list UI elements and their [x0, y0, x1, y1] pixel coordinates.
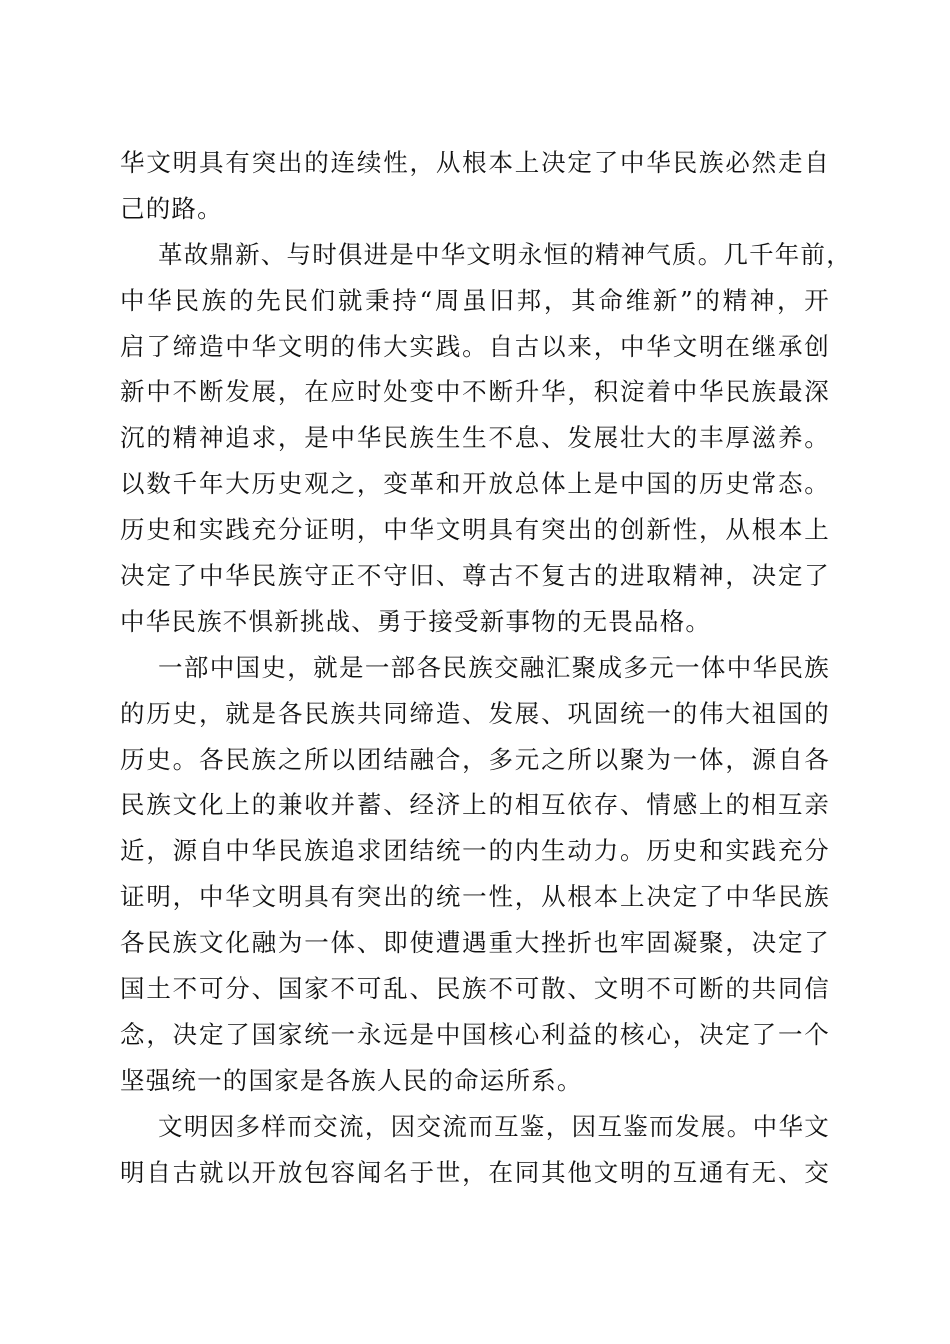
text-line: 革故鼎新、与时俱进是中华文明永恒的精神气质。几千年前， — [158, 239, 852, 269]
text-line: 以数千年大历史观之，变革和开放总体上是中国的历史常态。 — [120, 469, 830, 499]
text-line: 华文明具有突出的连续性，从根本上决定了中华民族必然走自 — [120, 148, 830, 177]
text-line: 的历史，就是各民族共同缔造、发展、巩固统一的伟大祖国的 — [120, 698, 830, 728]
paragraph — [120, 1104, 830, 1196]
text-line: 念，决定了国家统一永远是中国核心利益的核心，决定了一个 — [120, 1019, 830, 1049]
paragraph — [120, 645, 830, 1104]
text-line: 己的路。 — [120, 193, 223, 223]
document-body — [120, 140, 852, 1195]
text-line: 各民族文化融为一体、即使遭遇重大挫折也牢固凝聚，决定了 — [120, 928, 830, 958]
paragraph — [120, 232, 852, 645]
text-line: 启了缔造中华文明的伟大实践。自古以来，中华文明在继承创 — [120, 331, 830, 361]
text-line: 决定了中华民族守正不守旧、尊古不复古的进取精神，决定了 — [120, 561, 830, 591]
paragraph — [120, 140, 830, 232]
text-line: 近，源自中华民族追求团结统一的内生动力。历史和实践充分 — [120, 836, 830, 866]
text-line: 中华民族的先民们就秉持“周虽旧邦，其命维新”的精神，开 — [120, 285, 830, 315]
text-line: 明自古就以开放包容闻名于世，在同其他文明的互通有无、交 — [120, 1157, 830, 1187]
text-line: 历史和实践充分证明，中华文明具有突出的创新性，从根本上 — [120, 515, 830, 545]
text-line: 证明，中华文明具有突出的统一性，从根本上决定了中华民族 — [120, 882, 830, 912]
text-line: 沉的精神追求，是中华民族生生不息、发展壮大的丰厚滋养。 — [120, 423, 830, 453]
text-line: 历史。各民族之所以团结融合，多元之所以聚为一体，源自各 — [120, 744, 830, 774]
text-line: 民族文化上的兼收并蓄、经济上的相互依存、情感上的相互亲 — [120, 790, 830, 820]
text-line: 国土不可分、国家不可乱、民族不可散、文明不可断的共同信 — [120, 974, 830, 1004]
text-line: 文明因多样而交流，因交流而互鉴，因互鉴而发展。中华文 — [158, 1111, 830, 1141]
text-line: 坚强统一的国家是各族人民的命运所系。 — [120, 1065, 583, 1095]
text-line: 中华民族不惧新挑战、勇于接受新事物的无畏品格。 — [120, 606, 712, 636]
text-line: 一部中国史，就是一部各民族交融汇聚成多元一体中华民族 — [158, 652, 830, 682]
text-line: 新中不断发展，在应时处变中不断升华，积淀着中华民族最深 — [120, 377, 830, 407]
